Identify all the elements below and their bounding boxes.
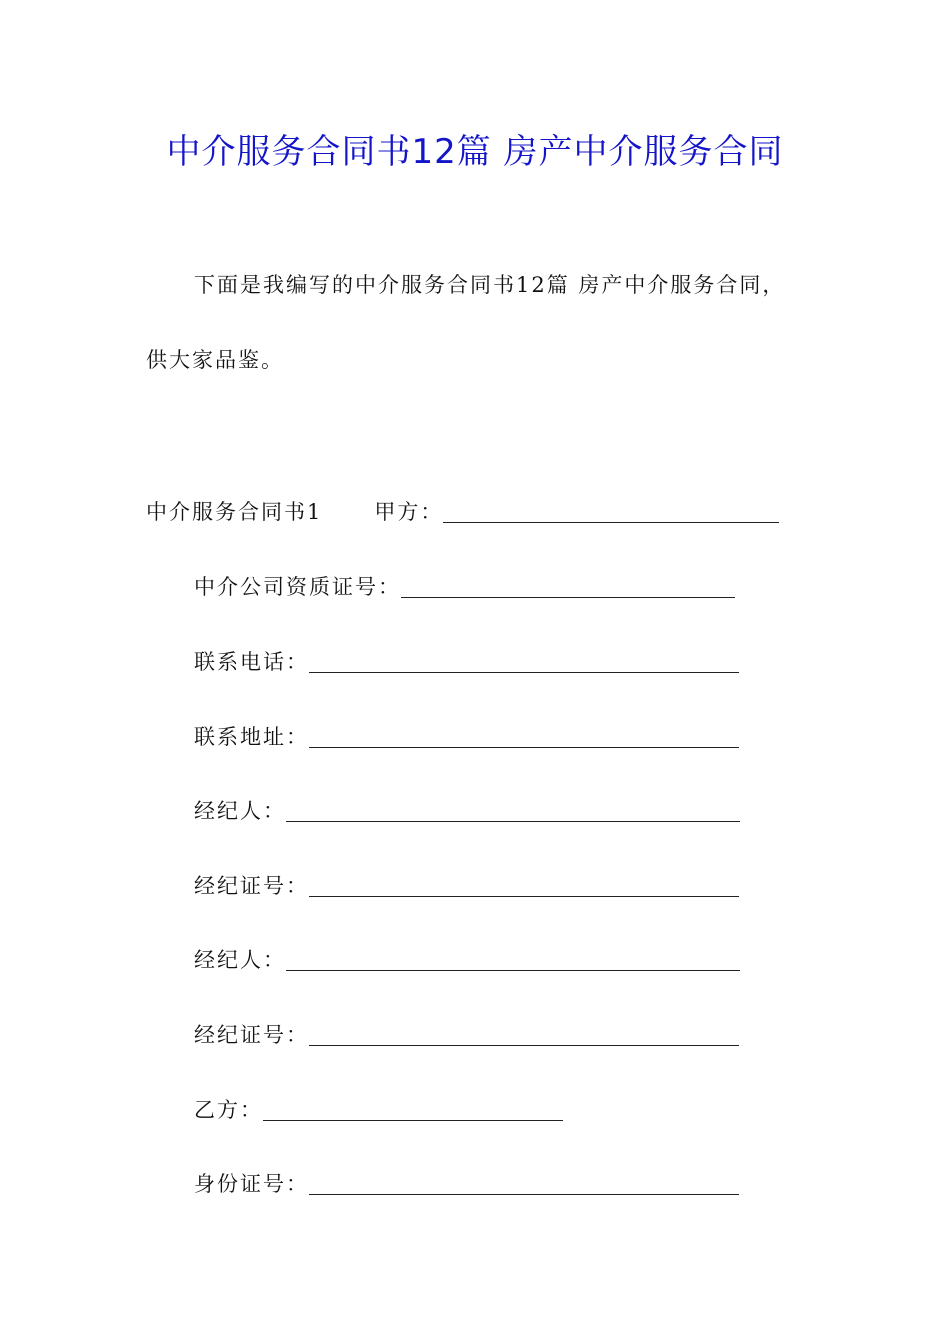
field-agent-1 <box>194 792 740 826</box>
intro-paragraph-line-1: 下面是我编写的中介服务合同书12篇 房产中介服务合同， <box>194 273 786 297</box>
field-label: 经纪证号： <box>194 874 309 898</box>
field-label: 联系地址： <box>194 725 309 749</box>
field-blank[interactable] <box>309 1168 739 1195</box>
field-blank[interactable] <box>309 721 739 748</box>
field-blank[interactable] <box>309 1019 739 1046</box>
field-label: 经纪人： <box>194 948 286 972</box>
field-agent-2 <box>194 941 740 975</box>
field-label: 身份证号： <box>194 1172 309 1196</box>
contract-heading: 中介服务合同书1 <box>146 500 323 524</box>
field-agent-license-2 <box>194 1016 739 1050</box>
field-label: 中介公司资质证号： <box>194 575 401 599</box>
field-qualification-number <box>194 568 735 602</box>
party-a-label: 甲方： <box>374 500 444 524</box>
field-label: 联系电话： <box>194 650 309 674</box>
field-phone <box>194 643 739 677</box>
field-party-b <box>194 1091 563 1125</box>
field-blank[interactable] <box>263 1094 563 1121</box>
document-title: 中介服务合同书12篇 房产中介服务合同 <box>166 132 784 172</box>
field-label: 乙方： <box>194 1098 263 1122</box>
party-a-blank[interactable] <box>443 496 779 523</box>
contract-heading-row <box>146 493 779 527</box>
field-label: 经纪人： <box>194 799 286 823</box>
field-blank[interactable] <box>286 944 740 971</box>
field-blank[interactable] <box>309 870 739 897</box>
field-address <box>194 718 739 752</box>
field-blank[interactable] <box>309 646 739 673</box>
field-blank[interactable] <box>286 795 740 822</box>
field-id-number <box>194 1165 739 1199</box>
field-label: 经纪证号： <box>194 1023 309 1047</box>
field-blank[interactable] <box>401 571 735 598</box>
field-agent-license-1 <box>194 867 739 901</box>
intro-paragraph-line-2: 供大家品鉴。 <box>146 348 284 372</box>
